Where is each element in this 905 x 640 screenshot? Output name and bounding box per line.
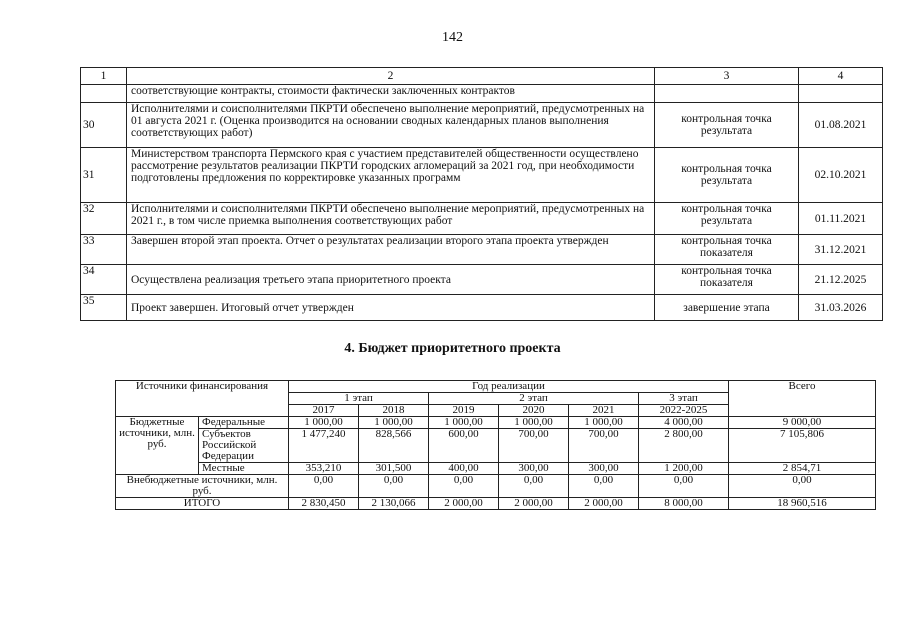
stage-3: 3 этап xyxy=(639,393,729,405)
row-label: Внебюджетные источники, млн. руб. xyxy=(116,475,289,498)
cell-date: 31.03.2026 xyxy=(799,295,883,321)
table-row xyxy=(81,265,883,295)
cell-desc: Проект завершен. Итоговый отчет утвержден xyxy=(127,295,655,321)
value-cell: 0,00 xyxy=(639,475,729,498)
value-cell: 8 000,00 xyxy=(639,498,729,510)
table-row xyxy=(81,203,883,235)
cell-date: 01.11.2021 xyxy=(799,203,883,235)
value-cell: 2 130,066 xyxy=(359,498,429,510)
value-cell: 0,00 xyxy=(359,475,429,498)
total-cell: 7 105,806 xyxy=(729,429,876,463)
value-cell: 301,500 xyxy=(359,463,429,475)
value-cell: 2 800,00 xyxy=(639,429,729,463)
cell-date: 21.12.2025 xyxy=(799,265,883,295)
cell-type: завершение этапа xyxy=(655,295,799,321)
table-row xyxy=(116,417,876,429)
table-row xyxy=(116,475,876,498)
year-cell: 2018 xyxy=(359,405,429,417)
value-cell: 400,00 xyxy=(429,463,499,475)
value-cell: 353,210 xyxy=(289,463,359,475)
sources-header: Источники финансирования xyxy=(116,381,289,417)
cell-type: контрольная точка показателя xyxy=(655,265,799,295)
budget-table xyxy=(115,380,876,510)
section-title: 4. Бюджет приоритетного проекта xyxy=(344,341,561,356)
value-cell: 1 200,00 xyxy=(639,463,729,475)
stage-2: 2 этап xyxy=(429,393,639,405)
stage-1: 1 этап xyxy=(289,393,429,405)
cell-type: контрольная точка результата xyxy=(655,203,799,235)
year-cell: 2022-2025 xyxy=(639,405,729,417)
budget-group-label: Бюджетные источники, млн. руб. xyxy=(116,417,199,475)
value-cell: 1 000,00 xyxy=(429,417,499,429)
header-cell: 1 xyxy=(81,68,127,85)
row-label: Местные xyxy=(199,463,289,475)
cell-type: контрольная точка результата xyxy=(655,103,799,148)
year-cell: 2017 xyxy=(289,405,359,417)
cell-date: 31.12.2021 xyxy=(799,235,883,265)
value-cell: 600,00 xyxy=(429,429,499,463)
value-cell: 2 000,00 xyxy=(499,498,569,510)
value-cell: 300,00 xyxy=(569,463,639,475)
cell-type xyxy=(655,85,799,103)
value-cell: 2 000,00 xyxy=(429,498,499,510)
cell-type: контрольная точка результата xyxy=(655,148,799,203)
value-cell: 0,00 xyxy=(499,475,569,498)
table-row xyxy=(81,148,883,203)
table-row xyxy=(81,235,883,265)
events-table xyxy=(80,67,883,321)
value-cell: 4 000,00 xyxy=(639,417,729,429)
cell-num: 33 xyxy=(81,235,127,265)
table-row xyxy=(81,85,883,103)
cell-num: 31 xyxy=(81,148,127,203)
value-cell: 2 830,450 xyxy=(289,498,359,510)
year-cell: 2019 xyxy=(429,405,499,417)
total-cell: 18 960,516 xyxy=(729,498,876,510)
cell-num xyxy=(81,85,127,103)
header-cell: 2 xyxy=(127,68,655,85)
value-cell: 0,00 xyxy=(429,475,499,498)
total-cell: 2 854,71 xyxy=(729,463,876,475)
value-cell: 1 477,240 xyxy=(289,429,359,463)
cell-desc: Завершен второй этап проекта. Отчет о результатах реализации второго этапа проекта утвержден xyxy=(127,235,655,265)
value-cell: 700,00 xyxy=(569,429,639,463)
value-cell: 1 000,00 xyxy=(289,417,359,429)
cell-desc: Исполнителями и соисполнителями ПКРТИ обеспечено выполнение мероприятий, предусмотренных на 2021 г., в том числе приемка выполнения соответствующих работ xyxy=(127,203,655,235)
header-cell: 4 xyxy=(799,68,883,85)
total-header: Всего xyxy=(729,381,876,417)
cell-type: контрольная точка показателя xyxy=(655,235,799,265)
cell-date: 01.08.2021 xyxy=(799,103,883,148)
cell-date xyxy=(799,85,883,103)
table-header-row xyxy=(116,381,876,393)
value-cell: 1 000,00 xyxy=(359,417,429,429)
table-row xyxy=(81,103,883,148)
table-row xyxy=(81,295,883,321)
page-number: 142 xyxy=(442,30,463,45)
value-cell: 0,00 xyxy=(569,475,639,498)
table-header-row xyxy=(81,68,883,85)
year-cell: 2020 xyxy=(499,405,569,417)
cell-desc: Исполнителями и соисполнителями ПКРТИ обеспечено выполнение мероприятий, предусмотренных на 01 августа 2021 г. (Оценка производится на основании сводных календарных планов выполнения соответствующих работ) xyxy=(127,103,655,148)
row-label: ИТОГО xyxy=(116,498,289,510)
value-cell: 0,00 xyxy=(289,475,359,498)
cell-num: 32 xyxy=(81,203,127,235)
cell-date: 02.10.2021 xyxy=(799,148,883,203)
value-cell: 300,00 xyxy=(499,463,569,475)
value-cell: 1 000,00 xyxy=(499,417,569,429)
cell-num: 30 xyxy=(81,103,127,148)
table-row xyxy=(116,463,876,475)
total-cell: 0,00 xyxy=(729,475,876,498)
cell-desc: Министерством транспорта Пермского края с участием представителей общественности осуществлено рассмотрение результатов реализации ПКРТИ городских агломераций за 2021 год, при необходимости подготовлены предложения по корректировке указанных программ xyxy=(127,148,655,203)
value-cell: 828,566 xyxy=(359,429,429,463)
cell-num: 34 xyxy=(81,265,127,295)
value-cell: 1 000,00 xyxy=(569,417,639,429)
table-row xyxy=(116,498,876,510)
cell-num: 35 xyxy=(81,295,127,321)
table-row xyxy=(116,429,876,463)
cell-desc: Осуществлена реализация третьего этапа приоритетного проекта xyxy=(127,265,655,295)
value-cell: 2 000,00 xyxy=(569,498,639,510)
year-header: Год реализации xyxy=(289,381,729,393)
row-label: Федеральные xyxy=(199,417,289,429)
value-cell: 700,00 xyxy=(499,429,569,463)
cell-desc: соответствующие контракты, стоимости фактически заключенных контрактов xyxy=(127,85,655,103)
total-cell: 9 000,00 xyxy=(729,417,876,429)
year-cell: 2021 xyxy=(569,405,639,417)
header-cell: 3 xyxy=(655,68,799,85)
row-label: Субъектов Российской Федерации xyxy=(199,429,289,463)
